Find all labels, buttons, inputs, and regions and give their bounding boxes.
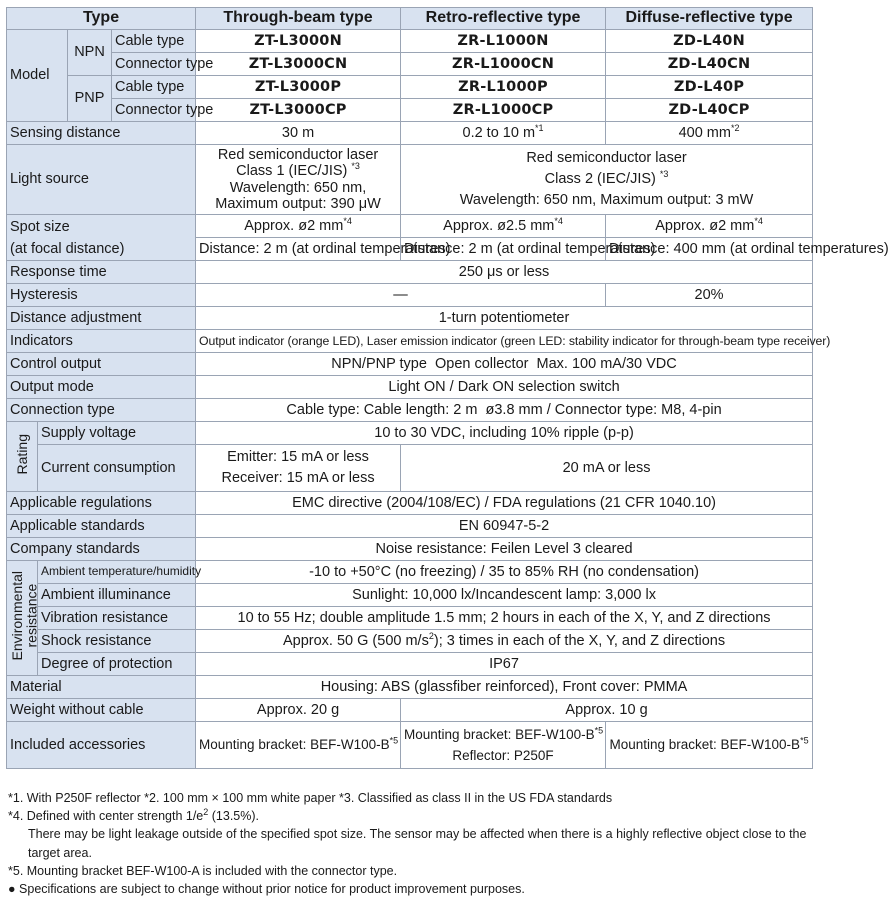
light-source-row: [7, 145, 813, 215]
current-consumption-label: Current consumption: [38, 445, 196, 492]
control-output-row: [7, 353, 813, 376]
header-diffuse-reflective: Diffuse-reflective type: [606, 8, 813, 30]
model-row-npn-cable: [7, 30, 813, 53]
spot-size-row: [7, 215, 813, 238]
model-cell: ZD-L40CN: [606, 53, 813, 76]
footnotes: [8, 789, 813, 898]
output-mode-value: Light ON / Dark ON selection switch: [196, 376, 813, 399]
rating-label: Rating: [7, 422, 38, 492]
model-cell: ZR-L1000CN: [401, 53, 606, 76]
distance-adjustment-row: [7, 307, 813, 330]
material-label: Material: [7, 676, 196, 699]
vibration-resistance-row: [7, 607, 813, 630]
spot-distance-note: Distance: 2 m (at ordinal temperatures): [401, 238, 606, 261]
model-row-npn-connector: [7, 53, 813, 76]
hysteresis-row: [7, 284, 813, 307]
current-consumption-value: 20 mA or less: [401, 445, 813, 492]
current-consumption-row: [7, 445, 813, 492]
indicators-value: Output indicator (orange LED), Laser emission indicator (green LED: stability indicator for through-beam type receiver): [196, 330, 813, 353]
accessories-diffuse-reflective: Mounting bracket: BEF-$W100-B^{*5}$: [606, 722, 813, 769]
supply-voltage-row: [7, 422, 813, 445]
footnote-notice: ● Specifications are subject to change without prior notice for product improvement purposes.: [8, 882, 525, 897]
footnote-4: *4. Defined with center strength $1/e^2$ (13.5%).: [8, 807, 259, 824]
applicable-standards-row: [7, 515, 813, 538]
connection-type-row: [7, 399, 813, 422]
degree-of-protection-label: Degree of protection: [38, 653, 196, 676]
footnote-1-3: *1. With P250F reflector *2. 100 mm × 100 mm white paper *3. Classified as class II in the US FDA standards: [8, 791, 613, 805]
indicators-label: Indicators: [7, 330, 196, 353]
spot-distance-note: Distance: 400 mm (at ordinal temperatures): [606, 238, 813, 261]
shock-resistance-label: Shock resistance: [38, 630, 196, 653]
hysteresis-value-diffuse: 20%: [606, 284, 813, 307]
vibration-resistance-value: 10 to 55 Hz; double amplitude 1.5 mm; 2 hours in each of the X, Y, and Z directions: [196, 607, 813, 630]
connector-type-label: Connector type: [112, 99, 196, 122]
sensing-distance-row: [7, 122, 813, 145]
shock-resistance-value: Approx. 50 G (500 $m/s^2$); 3 times in each of the X, Y, and Z directions: [196, 630, 813, 653]
ambient-temperature-value: -10 to +50°C (no freezing) / 35 to 85% RH (no condensation): [196, 561, 813, 584]
material-row: [7, 676, 813, 699]
sensing-distance-value: 0.2 to 10 $m^{*1}$: [401, 122, 606, 145]
spot-distance-note: Distance: 2 m (at ordinal temperatures): [196, 238, 401, 261]
model-row-pnp-connector: [7, 99, 813, 122]
output-mode-row: [7, 376, 813, 399]
ambient-illuminance-row: [7, 584, 813, 607]
footnote-4-detail: There may be light leakage outside of the specified spot size. The sensor may be affected when there is a highly reflective object close to the target area.: [28, 827, 807, 860]
header-row: [7, 8, 813, 30]
company-standards-row: [7, 538, 813, 561]
sensing-distance-value: 30 m: [196, 122, 401, 145]
degree-of-protection-value: IP67: [196, 653, 813, 676]
applicable-standards-label: Applicable standards: [7, 515, 196, 538]
cable-type-label: Cable type: [112, 30, 196, 53]
vibration-resistance-label: Vibration resistance: [38, 607, 196, 630]
company-standards-label: Company standards: [7, 538, 196, 561]
environmental-resistance-label: Environmental resistance: [7, 561, 38, 676]
spot-size-value: Approx. ø2.5 $mm^{*4}$: [401, 215, 606, 238]
weight-row: [7, 699, 813, 722]
ambient-temperature-row: [7, 561, 813, 584]
control-output-value: NPN/PNP type Open collector Max. 100 mA/30 VDC: [196, 353, 813, 376]
light-source-label: Light source: [7, 145, 196, 215]
accessories-retro-reflective: Mounting bracket: BEF-$W100-B^{*5}$ Reflector: P250F: [401, 722, 606, 769]
response-time-value: 250 μs or less: [196, 261, 813, 284]
weight-value-through-beam: Approx. 20 g: [196, 699, 401, 722]
weight-label: Weight without cable: [7, 699, 196, 722]
supply-voltage-label: Supply voltage: [38, 422, 196, 445]
footnote-5: *5. Mounting bracket BEF-W100-A is included with the connector type.: [8, 863, 398, 878]
header-type: Type: [7, 8, 196, 30]
weight-value-reflective: Approx. 10 g: [401, 699, 813, 722]
spot-size-value: Approx. ø2 $mm^{*4}$: [606, 215, 813, 238]
ambient-temperature-label: Ambient temperature/humidity: [38, 561, 196, 584]
model-row-pnp-cable: [7, 76, 813, 99]
model-cell: ZT-L3000P: [196, 76, 401, 99]
distance-adjustment-label: Distance adjustment: [7, 307, 196, 330]
spec-table: [6, 7, 889, 769]
model-cell: ZR-L1000P: [401, 76, 606, 99]
connector-type-label: Connector type: [112, 53, 196, 76]
supply-voltage-value: 10 to 30 VDC, including 10% ripple (p-p): [196, 422, 813, 445]
material-value: Housing: ABS (glassfiber reinforced), Front cover: PMMA: [196, 676, 813, 699]
connection-type-value: Cable type: Cable length: 2 m ø3.8 mm / Connector type: M8, 4-pin: [196, 399, 813, 422]
degree-of-protection-row: [7, 653, 813, 676]
connection-type-label: Connection type: [7, 399, 196, 422]
accessories-label: Included accessories: [7, 722, 196, 769]
header-through-beam: Through-beam type: [196, 8, 401, 30]
shock-resistance-row: [7, 630, 813, 653]
hysteresis-label: Hysteresis: [7, 284, 196, 307]
applicable-regulations-label: Applicable regulations: [7, 492, 196, 515]
applicable-standards-value: EN 60947-5-2: [196, 515, 813, 538]
model-label: Model: [7, 30, 68, 122]
company-standards-value: Noise resistance: Feilen Level 3 cleared: [196, 538, 813, 561]
current-consumption-through-beam: Emitter: 15 mA or less Receiver: 15 mA or less: [196, 445, 401, 492]
model-cell: ZD-L40N: [606, 30, 813, 53]
output-mode-label: Output mode: [7, 376, 196, 399]
ambient-illuminance-value: Sunlight: 10,000 lx/Incandescent lamp: 3,000 lx: [196, 584, 813, 607]
light-source-reflective: Red semiconductor laser Class 2 (IEC/JIS) $^{*3}$ Wavelength: 650 nm, Maximum output: 3 mW: [401, 145, 813, 215]
applicable-regulations-value: EMC directive (2004/108/EC) / FDA regulations (21 CFR 1040.10): [196, 492, 813, 515]
pnp-label: PNP: [68, 76, 112, 122]
hysteresis-value: —: [196, 284, 606, 307]
control-output-label: Control output: [7, 353, 196, 376]
npn-label: NPN: [68, 30, 112, 76]
header-retro-reflective: Retro-reflective type: [401, 8, 606, 30]
accessories-through-beam: Mounting bracket: BEF-$W100-B^{*5}$: [196, 722, 401, 769]
model-cell: ZD-L40CP: [606, 99, 813, 122]
sensing-distance-label: Sensing distance: [7, 122, 196, 145]
bullet-icon: ●: [8, 882, 16, 897]
model-cell: ZR-L1000CP: [401, 99, 606, 122]
model-cell: ZT-L3000CP: [196, 99, 401, 122]
model-cell: ZT-L3000N: [196, 30, 401, 53]
model-cell: ZT-L3000CN: [196, 53, 401, 76]
accessories-row: [7, 722, 813, 769]
sensing-distance-value: 400 $mm^{*2}$: [606, 122, 813, 145]
indicators-row: [7, 330, 813, 353]
cable-type-label: Cable type: [112, 76, 196, 99]
model-cell: ZR-L1000N: [401, 30, 606, 53]
response-time-row: [7, 261, 813, 284]
spot-size-label: Spot size (at focal distance): [7, 215, 196, 261]
applicable-regulations-row: [7, 492, 813, 515]
light-source-through-beam: Red semiconductor laser Class 1 (IEC/JIS) $^{*3}$ Wavelength: 650 nm, Maximum output: 390 μW: [196, 145, 401, 215]
ambient-illuminance-label: Ambient illuminance: [38, 584, 196, 607]
response-time-label: Response time: [7, 261, 196, 284]
distance-adjustment-value: 1-turn potentiometer: [196, 307, 813, 330]
model-cell: ZD-L40P: [606, 76, 813, 99]
spot-size-value: Approx. ø2 $mm^{*4}$: [196, 215, 401, 238]
